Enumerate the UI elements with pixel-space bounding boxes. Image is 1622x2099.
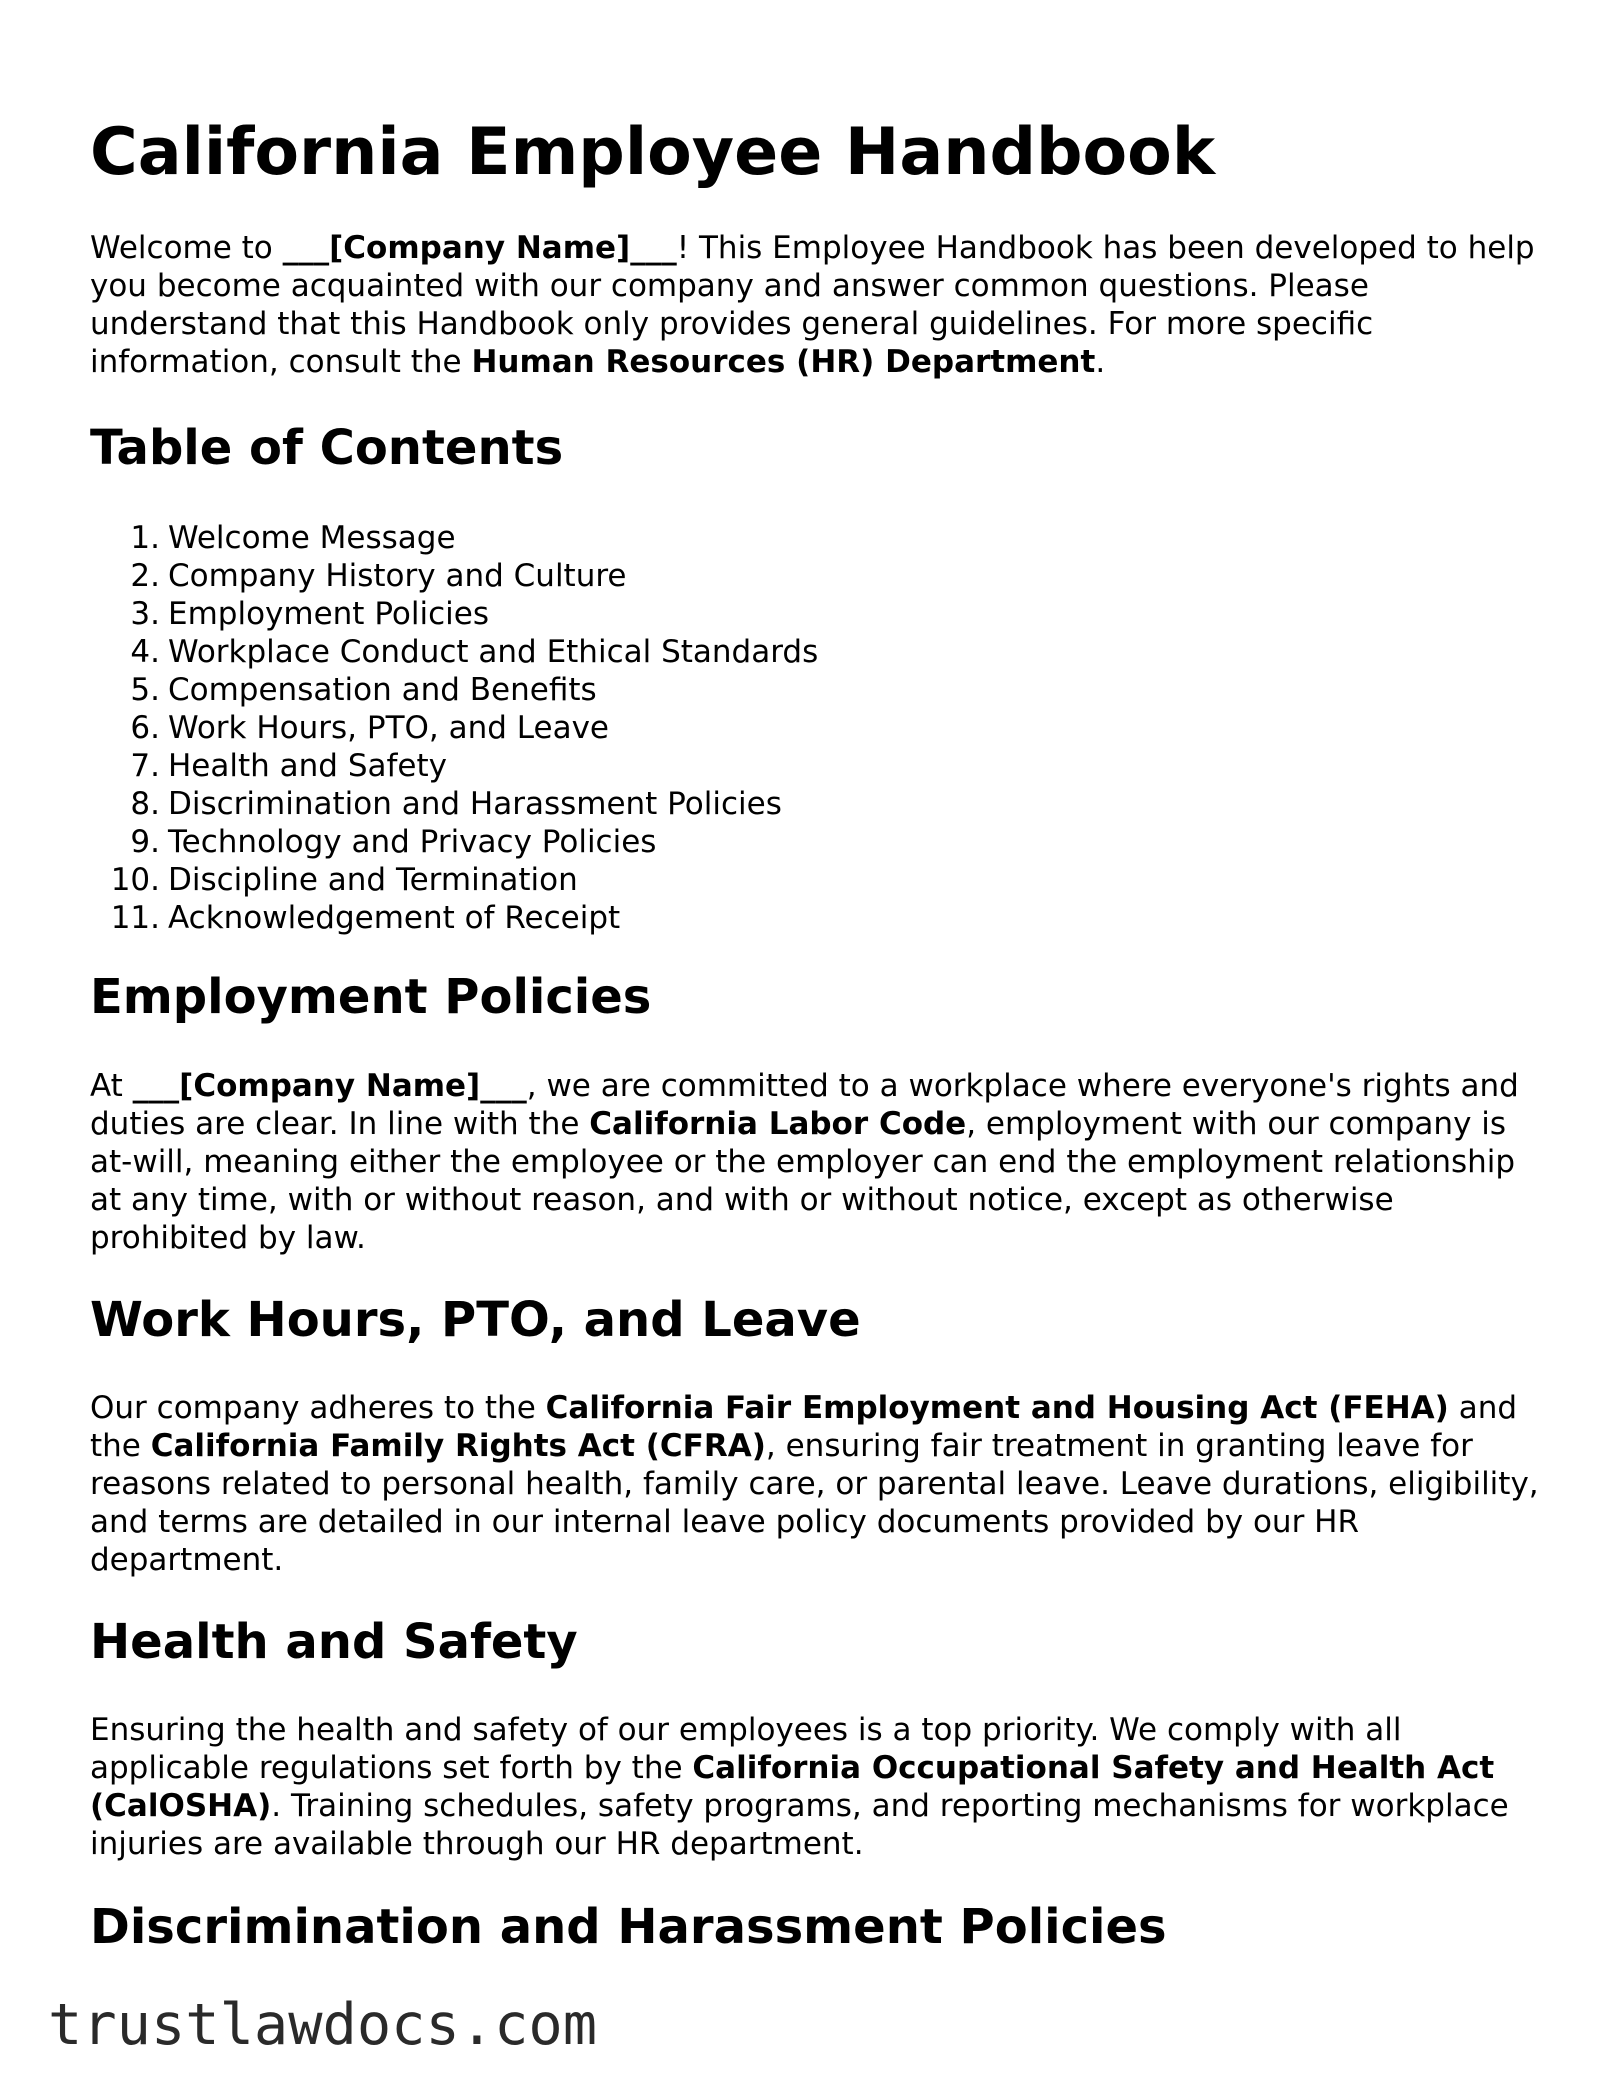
- calosha-reference: California Occupational Safety and Health Act (CalOSHA): [90, 1750, 1495, 1824]
- toc-item: 8. Discrimination and Harassment Policies: [130, 786, 782, 822]
- toc-item: 1. Welcome Message: [130, 520, 456, 556]
- toc-item: 3. Employment Policies: [130, 596, 489, 632]
- toc-item: 6. Work Hours, PTO, and Leave: [130, 710, 610, 746]
- work-hours-paragraph: Our company adheres to the California Fair Employment and Housing Act (FEHA) and the California Family Rights Act (CFRA), ensuring fair treatment in granting leave for reasons related to personal health, family care, or parental leave. Leave durations, eligibility, and terms are detailed in our internal leave policy documents provided by our HR department.: [90, 1390, 1539, 1578]
- toc-heading: Table of Contents: [90, 420, 564, 476]
- toc-item: 10. Discipline and Termination: [110, 862, 578, 898]
- intro-paragraph: [90, 229, 1540, 381]
- company-name-placeholder: ___[Company Name]___: [132, 1068, 527, 1104]
- toc-item: 11. Acknowledgement of Receipt: [110, 900, 621, 936]
- company-name-placeholder: ___[Company Name]___: [282, 230, 677, 266]
- cfra-reference: California Family Rights Act (CFRA): [150, 1428, 766, 1464]
- toc-item: 5. Compensation and Benefits: [130, 672, 597, 708]
- intro-text-pre: Welcome to: [90, 230, 283, 266]
- feha-reference: California Fair Employment and Housing Act (FEHA): [545, 1390, 1449, 1426]
- page-title: California Employee Handbook: [90, 115, 1216, 190]
- work-hours-heading: Work Hours, PTO, and Leave: [90, 1292, 861, 1348]
- employment-policies-paragraph: At ___[Company Name]___, we are committed to a workplace where everyone's rights and duties are clear. In line with the California Labor Code, employment with our company is at-will, meaning either the employee or the employer can end the employment relationship at any time, with or without reason, and with or without notice, except as otherwise prohibited by law.: [90, 1068, 1519, 1256]
- toc-item: 7. Health and Safety: [130, 748, 447, 784]
- toc-item: 2. Company History and Culture: [130, 558, 627, 594]
- toc-item: 4. Workplace Conduct and Ethical Standards: [130, 634, 819, 670]
- toc-item: 9. Technology and Privacy Policies: [130, 824, 657, 860]
- health-safety-heading: Health and Safety: [90, 1614, 578, 1670]
- intro-text-post: .: [1095, 344, 1106, 380]
- employment-policies-heading: Employment Policies: [90, 969, 652, 1025]
- watermark: trustlawdocs.com: [48, 1992, 598, 2058]
- labor-code-reference: California Labor Code: [589, 1106, 967, 1142]
- intro-text-mid: ! This Employee Handbook has been developed to help you become acquainted with our company and answer common questions. Please understand that this Handbook only provides general guidelines. For more specific information, consult the: [90, 230, 1535, 380]
- discrimination-heading: Discrimination and Harassment Policies: [90, 1899, 1167, 1955]
- hr-department-reference: Human Resources (HR) Department: [471, 344, 1096, 380]
- health-safety-paragraph: Ensuring the health and safety of our employees is a top priority. We comply with all applicable regulations set forth by the California Occupational Safety and Health Act (CalOSHA). Training schedules, safety programs, and reporting mechanisms for workplace injuries are available through our HR department.: [90, 1712, 1509, 1862]
- table-of-contents: [90, 519, 818, 937]
